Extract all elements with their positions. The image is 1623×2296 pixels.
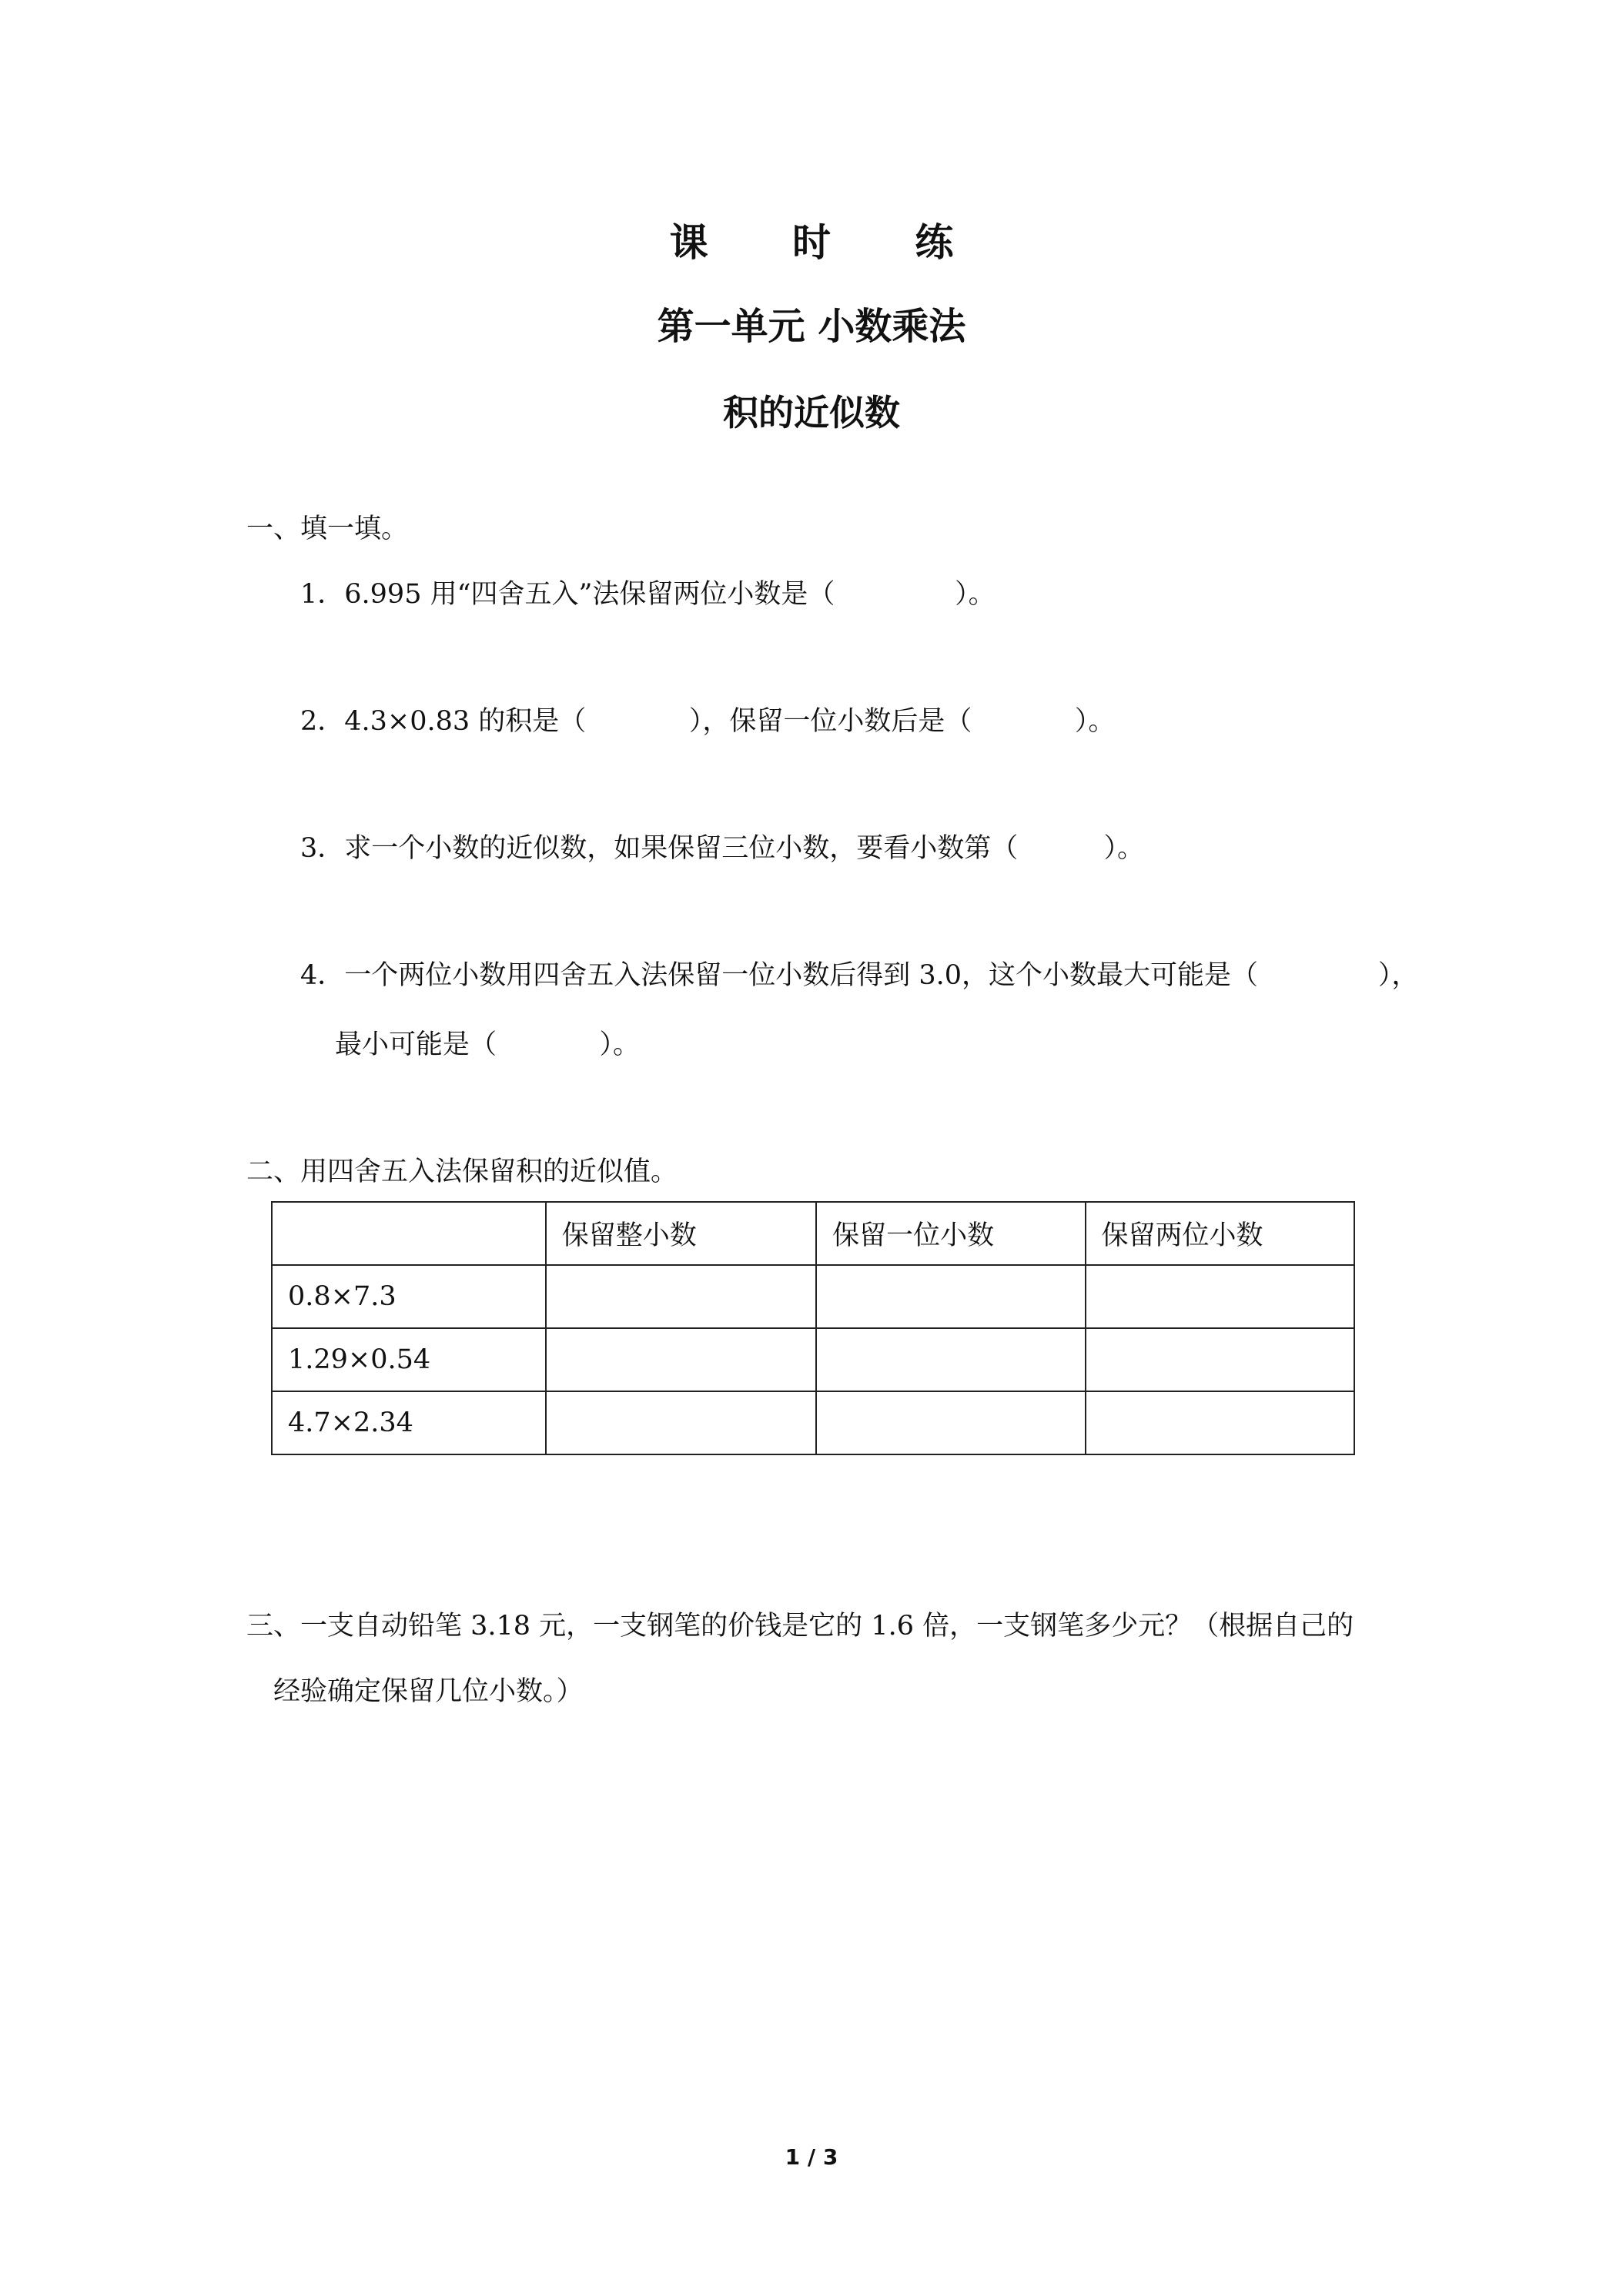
answer-cell[interactable] bbox=[546, 1328, 816, 1391]
table-header-cell: 保留一位小数 bbox=[816, 1202, 1085, 1265]
table-row-label: 1.29×0.54 bbox=[272, 1328, 546, 1391]
question-3: 3．求一个小数的近似数，如果保留三位小数，要看小数第（ ）。 bbox=[300, 833, 1145, 864]
table-header-cell: 保留整小数 bbox=[546, 1202, 816, 1265]
answer-cell[interactable] bbox=[816, 1328, 1085, 1391]
answer-cell[interactable] bbox=[816, 1391, 1085, 1454]
question-2: 2．4.3×0.83 的积是（ ），保留一位小数后是（ ）。 bbox=[300, 706, 1116, 737]
section3-line2: 经验确定保留几位小数。） bbox=[273, 1676, 584, 1707]
section1-heading: 一、填一填。 bbox=[246, 514, 409, 544]
question-4-line1: 4．一个两位小数用四舍五入法保留一位小数后得到 3.0，这个小数最大可能是（ ）， bbox=[300, 960, 1419, 991]
answer-cell[interactable] bbox=[816, 1265, 1085, 1328]
answer-cell[interactable] bbox=[1086, 1391, 1354, 1454]
answer-cell[interactable] bbox=[1086, 1328, 1354, 1391]
approximation-table bbox=[271, 1201, 1355, 1455]
unit-title: 第一单元 小数乘法 bbox=[657, 305, 966, 348]
answer-cell[interactable] bbox=[546, 1391, 816, 1454]
worksheet-title: 课 时 练 bbox=[669, 220, 989, 265]
table-header-cell bbox=[272, 1202, 546, 1265]
answer-cell[interactable] bbox=[1086, 1265, 1354, 1328]
section3-line1: 三、一支自动铅笔 3.18 元，一支钢笔的价钱是它的 1.6 倍，一支钢笔多少元？（根据自己的 bbox=[246, 1611, 1354, 1642]
table-header-cell: 保留两位小数 bbox=[1086, 1202, 1354, 1265]
question-4-line2: 最小可能是（ ）。 bbox=[335, 1029, 641, 1060]
table-row bbox=[272, 1328, 1354, 1391]
table-header-row bbox=[272, 1202, 1354, 1265]
table-row bbox=[272, 1391, 1354, 1454]
question-1: 1．6.995 用“四舍五入”法保留两位小数是（ ）。 bbox=[300, 579, 996, 610]
lesson-title: 积的近似数 bbox=[723, 392, 900, 433]
page-number: 1 / 3 bbox=[785, 2144, 838, 2170]
table-row-label: 0.8×7.3 bbox=[272, 1265, 546, 1328]
answer-cell[interactable] bbox=[546, 1265, 816, 1328]
section2-heading: 二、用四舍五入法保留积的近似值。 bbox=[246, 1156, 678, 1187]
table-row bbox=[272, 1265, 1354, 1328]
table-row-label: 4.7×2.34 bbox=[272, 1391, 546, 1454]
